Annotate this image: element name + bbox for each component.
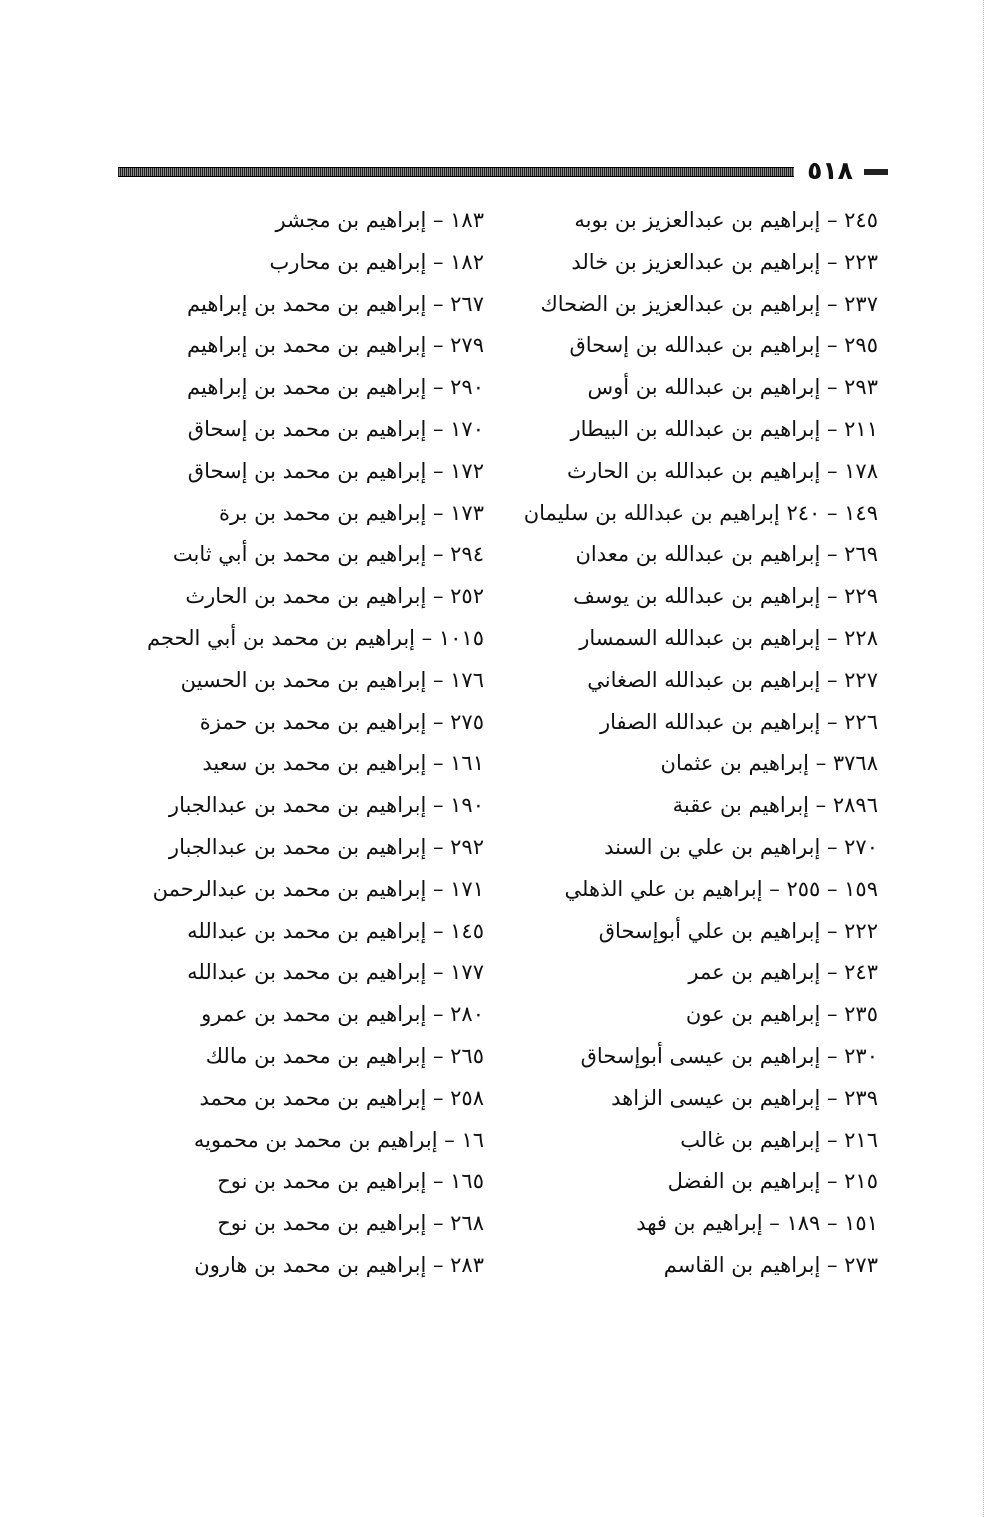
page-number: ٥١٨	[807, 156, 853, 185]
index-entry: ٢٩٠ – إبراهيم بن محمد بن إبراهيم	[187, 375, 484, 400]
index-entry: ١٦ – إبراهيم بن محمد بن محمويه	[193, 1127, 484, 1152]
index-entry: ١٤٥ – إبراهيم بن محمد بن عبدالله	[187, 918, 484, 943]
index-entry: ٢٩٤ – إبراهيم بن محمد بن أبي ثابت	[172, 542, 484, 567]
index-entry: ١٧٣ – إبراهيم بن محمد بن برة	[219, 500, 484, 525]
index-entry: ٢١٥ – إبراهيم بن الفضل	[667, 1169, 878, 1194]
index-entry: ٢٧٥ – إبراهيم بن محمد بن حمزة	[199, 709, 484, 734]
index-entry: ٢٩٥ – إبراهيم بن عبدالله بن إسحاق	[569, 333, 878, 358]
index-entry: ١٦٥ – إبراهيم بن محمد بن نوح	[217, 1169, 484, 1194]
index-entry: ٢٩٣ – إبراهيم بن عبدالله بن أوس	[587, 375, 878, 400]
index-entry: ٢٦٨ – إبراهيم بن محمد بن نوح	[217, 1211, 484, 1236]
index-column-left	[134, 200, 484, 1287]
index-entry: ٢١٦ – إبراهيم بن غالب	[680, 1127, 878, 1152]
index-entry: ٢٧٠ – إبراهيم بن علي بن السند	[604, 834, 878, 859]
index-entry: ٢١١ – إبراهيم بن عبدالله بن البيطار	[570, 416, 878, 441]
scan-edge-divider	[983, 0, 984, 1517]
index-entry: ٢٤٥ – إبراهيم بن عبدالعزيز بن بوبه	[574, 208, 878, 232]
index-entry: ٢٢٧ – إبراهيم بن عبدالله الصغاني	[587, 667, 878, 692]
index-entry: ١٧٦ – إبراهيم بن محمد بن الحسين	[180, 667, 484, 692]
index-entry: ٢٢٦ – إبراهيم بن عبدالله الصفار	[600, 709, 878, 734]
index-entry: ١٧٧ – إبراهيم بن محمد بن عبدالله	[187, 960, 484, 985]
index-entry: ٢٦٥ – إبراهيم بن محمد بن مالك	[205, 1043, 484, 1068]
index-entry: ٢٢٢ – إبراهيم بن علي أبوإسحاق	[598, 918, 878, 943]
index-entry: ١٥٩ – ٢٥٥ – إبراهيم بن علي الذهلي	[564, 876, 878, 901]
page-header	[118, 158, 888, 188]
index-entry: ٣٧٦٨ – إبراهيم بن عثمان	[660, 751, 878, 776]
index-entry: ٢٤٣ – إبراهيم بن عمر	[688, 960, 878, 985]
index-entry: ١٤٩ – ٢٤٠ إبراهيم بن عبدالله بن سليمان	[523, 500, 878, 525]
index-entry: ٢٨٠ – إبراهيم بن محمد بن عمرو	[201, 1002, 484, 1027]
header-rule	[118, 167, 794, 177]
index-entry: ٢٣٧ – إبراهيم بن عبدالعزيز بن الضحاك	[540, 291, 878, 316]
index-entry: ٢٢٩ – إبراهيم بن عبدالله بن يوسف	[573, 584, 878, 609]
index-entry: ٢٢٣ – إبراهيم بن عبدالعزيز بن خالد	[571, 249, 878, 274]
index-entry: ٢٩٢ – إبراهيم بن محمد بن عبدالجبار	[168, 834, 484, 859]
index-entry: ٢٨٣ – إبراهيم بن محمد بن هارون	[194, 1252, 484, 1277]
index-entry: ٢٥٢ – إبراهيم بن محمد بن الحارث	[185, 584, 484, 609]
header-rule-end	[864, 169, 888, 175]
index-entry: ١٧١ – إبراهيم بن محمد بن عبدالرحمن	[152, 876, 484, 901]
index-entry: ٢٦٧ – إبراهيم بن محمد بن إبراهيم	[187, 291, 484, 316]
index-entry: ١٨٣ – إبراهيم بن مجشر	[275, 208, 484, 232]
index-entry: ٢٧٩ – إبراهيم بن محمد بن إبراهيم	[187, 333, 484, 358]
index-entry: ٢٢٨ – إبراهيم بن عبدالله السمسار	[579, 625, 878, 650]
index-entry: ٢٣٠ – إبراهيم بن عيسى أبوإسحاق	[580, 1043, 878, 1068]
index-column-right	[523, 200, 878, 1287]
index-entry: ٢٦٩ – إبراهيم بن عبدالله بن معدان	[575, 542, 878, 567]
index-entry: ١٩٠ – إبراهيم بن محمد بن عبدالجبار	[168, 793, 484, 818]
index-entry: ١٧٨ – إبراهيم بن عبدالله بن الحارث	[567, 458, 878, 483]
index-entry: ١٧٠ – إبراهيم بن محمد بن إسحاق	[187, 416, 484, 441]
index-entry: ١٧٢ – إبراهيم بن محمد بن إسحاق	[187, 458, 484, 483]
index-entry: ١٨٢ – إبراهيم بن محارب	[269, 249, 484, 274]
index-entry: ٢٣٩ – إبراهيم بن عيسى الزاهد	[611, 1085, 878, 1110]
index-entry: ١٠١٥ – إبراهيم بن محمد بن أبي الحجم	[147, 625, 484, 650]
index-entry: ١٦١ – إبراهيم بن محمد بن سعيد	[202, 751, 484, 776]
index-entry: ١٥١ – ١٨٩ – إبراهيم بن فهد	[636, 1211, 878, 1236]
index-entry: ٢٣٥ – إبراهيم بن عون	[685, 1002, 878, 1027]
index-entry: ٢٨٩٦ – إبراهيم بن عقبة	[672, 793, 878, 818]
index-entry: ٢٧٣ – إبراهيم بن القاسم	[663, 1252, 878, 1277]
index-entry: ٢٥٨ – إبراهيم بن محمد بن محمد	[199, 1085, 484, 1110]
